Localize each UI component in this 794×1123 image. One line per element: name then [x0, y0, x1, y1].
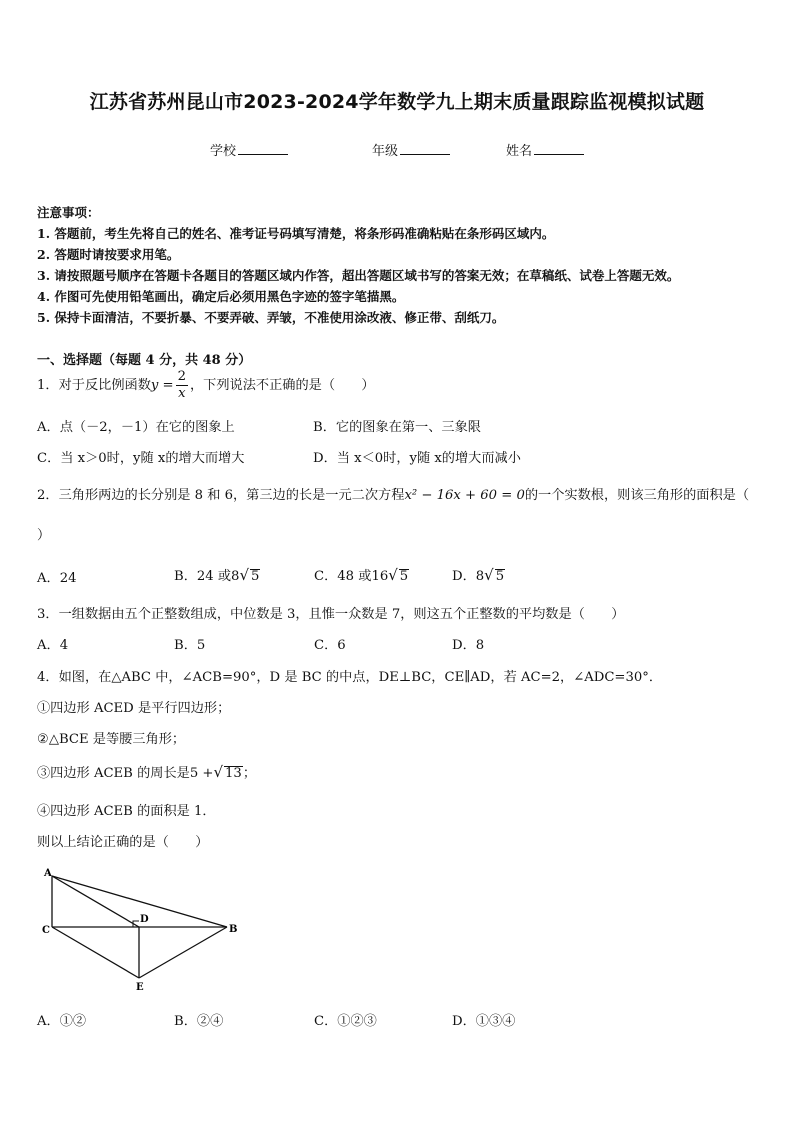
- school-label: 学校: [210, 144, 237, 159]
- q4-s3-suffix: ；: [242, 766, 256, 781]
- grade-label: 年级: [372, 144, 399, 159]
- section-heading: 一、选择题（每题 4 分，共 48 分）: [37, 353, 252, 368]
- question-4: 4．如图，在△ABC 中，∠ACB=90°，D 是 BC 的中点，DE⊥BC，CE∥AD，若 AC=2，∠ADC=30°．: [37, 670, 663, 685]
- q1-option-a[interactable]: A．点（－2，－1）在它的图象上: [37, 420, 235, 435]
- q4-statement-1: ①四边形 ACED 是平行四边形；: [37, 701, 231, 716]
- sqrt-icon: √: [213, 763, 224, 781]
- question-1: [37, 368, 375, 404]
- q1-option-d[interactable]: D．当 x＜0时，y随 x的增大而减小: [313, 451, 521, 466]
- q2-d-coef: 8: [475, 569, 485, 584]
- school-blank[interactable]: [238, 142, 288, 155]
- q3-option-a[interactable]: A．4: [37, 638, 69, 653]
- q1-function-lhs: y =: [150, 378, 174, 393]
- q2-c-coef: 16: [371, 569, 389, 584]
- name-field[interactable]: [506, 140, 584, 159]
- q1-option-b[interactable]: B．它的图象在第一、三象限: [313, 420, 481, 435]
- name-blank[interactable]: [534, 142, 584, 155]
- segment-ce: [52, 927, 139, 978]
- q2-c-prefix: C．48 或: [314, 569, 372, 584]
- sqrt-icon: √: [388, 566, 398, 584]
- sqrt-icon: √: [484, 566, 494, 584]
- q4-s3-radicand: 13: [225, 766, 242, 781]
- q2-option-c[interactable]: [314, 565, 409, 584]
- segment-ad: [52, 876, 139, 927]
- point-label-c: C: [42, 925, 50, 936]
- q2-b-prefix: B．24 或: [174, 569, 232, 584]
- q2-c-radicand: 5: [399, 569, 409, 584]
- q3-option-b[interactable]: B．5: [174, 638, 206, 653]
- name-label: 姓名: [506, 144, 533, 159]
- grade-field[interactable]: [372, 140, 450, 159]
- q2-prefix: 2．三角形两边的长分别是 8 和 6，第三边的长是一元二次方程: [37, 488, 405, 503]
- note-item: 4. 作图可先使用铅笔画出，确定后必须用黑色字迹的签字笔描黑。: [37, 289, 405, 304]
- q2-b-radicand: 5: [251, 569, 260, 584]
- question-3: 3．一组数据由五个正整数组成，中位数是 3，且惟一众数是 7，则这五个正整数的平均数是（ ）: [37, 607, 625, 622]
- point-label-b: B: [229, 924, 238, 935]
- q3-option-d[interactable]: D．8: [452, 638, 485, 653]
- q4-option-d[interactable]: D．①③④: [452, 1014, 516, 1029]
- q2-option-d[interactable]: [452, 565, 505, 584]
- q2-b-coef: 8: [231, 569, 240, 584]
- q2-closing-paren: ）: [37, 528, 51, 543]
- segment-eb: [139, 927, 227, 978]
- q4-option-a[interactable]: A．①②: [37, 1014, 87, 1029]
- q2-suffix: 的一个实数根，则该三角形的面积是（: [524, 488, 750, 503]
- q1-suffix: ，下列说法不正确的是（ ）: [189, 378, 375, 393]
- q1-option-c[interactable]: C．当 x＞0时，y随 x的增大而增大: [37, 451, 245, 466]
- point-label-a: A: [44, 868, 52, 879]
- note-item: 3. 请按照题号顺序在答题卡各题目的答题区域内作答，超出答题区域书写的答案无效；在草稿纸、试卷上答题无效。: [37, 268, 680, 283]
- q3-option-c[interactable]: C．6: [314, 638, 346, 653]
- q1-fraction: [176, 369, 188, 402]
- q4-geometry-figure: [30, 860, 250, 1000]
- q4-statement-4: ④四边形 ACEB 的面积是 1．: [37, 804, 216, 819]
- q2-d-radicand: 5: [495, 569, 505, 584]
- school-field[interactable]: [210, 140, 288, 159]
- q4-s3-prefix: ③四边形 ACEB 的周长是: [37, 766, 190, 781]
- q4-statement-3: [37, 762, 256, 781]
- note-item: 5. 保持卡面清洁，不要折暴、不要弄破、弄皱，不准使用涂改液、修正带、刮纸刀。: [37, 310, 505, 325]
- sqrt-icon: √: [239, 566, 249, 584]
- grade-blank[interactable]: [400, 142, 450, 155]
- q2-option-b[interactable]: [174, 565, 260, 584]
- q4-s3-expr: 5 +: [189, 766, 214, 781]
- notes-heading: 注意事项：: [37, 205, 100, 220]
- note-item: 2. 答题时请按要求用笔。: [37, 247, 180, 262]
- q4-statement-2: ②△BCE 是等腰三角形；: [37, 732, 186, 747]
- point-label-d: D: [140, 914, 149, 925]
- q4-option-b[interactable]: B．②④: [174, 1014, 224, 1029]
- q4-question-ask: 则以上结论正确的是（ ）: [37, 835, 209, 850]
- q2-equation: x² − 16x + 60 = 0: [404, 488, 525, 503]
- q2-d-prefix: D．: [452, 569, 476, 584]
- q1-numerator: 2: [177, 369, 186, 384]
- q4-option-c[interactable]: C．①②③: [314, 1014, 377, 1029]
- q1-prefix: 1．对于反比例函数: [37, 378, 151, 393]
- q1-denominator: x: [178, 386, 186, 401]
- point-label-e: E: [136, 982, 144, 993]
- note-item: 1. 答题前，考生先将自己的姓名、准考证号码填写清楚，将条形码准确粘贴在条形码区域内。: [37, 226, 555, 241]
- question-2: [37, 484, 749, 503]
- page-title: 江苏省苏州昆山市2023-2024学年数学九上期末质量跟踪监视模拟试题: [89, 91, 705, 113]
- q2-option-a[interactable]: A．24: [37, 571, 77, 586]
